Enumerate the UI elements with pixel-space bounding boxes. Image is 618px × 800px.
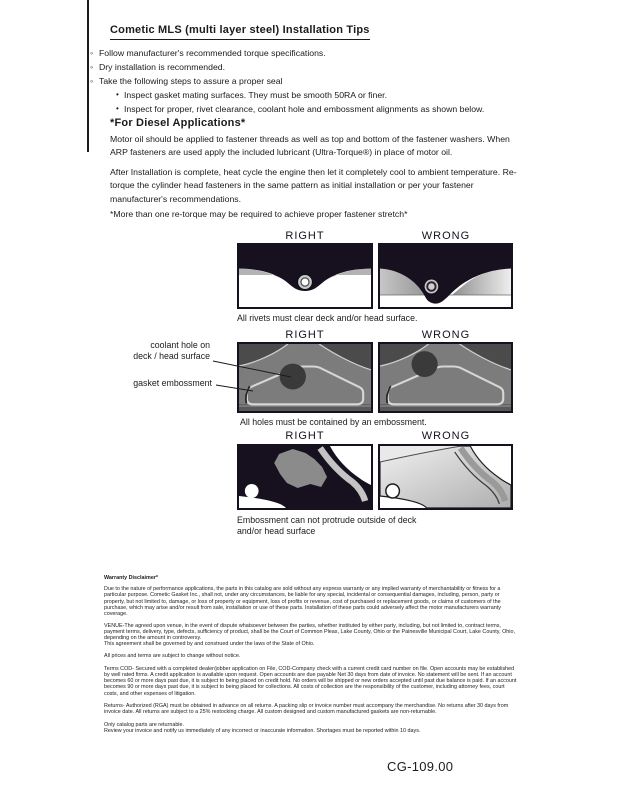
rivet-wrong-illustration <box>380 245 511 307</box>
embossment-right-diagram <box>237 342 373 413</box>
gasket-embossment-label: gasket embossment <box>133 378 212 388</box>
protrusion-right-diagram <box>237 444 373 510</box>
warranty-paragraph: Due to the nature of performance applications, the parts in this catalog are sold without any express warranty or any implied warranty of merchantability or fitness for a particular purpose. Cometic Gasket Inc., shall not, under any circumstances, be liable for any special, incidental or consequential damages, including, person, party or property, but not limited to, damage, or loss of property or equipment, loss of profits or revenue, cost of purchased or replacement goods, or claims of customers of the purchase, which may arise and/or result from sale, installation or use of these parts. Installation of these parts could adversely affect the motor manufacturers warranty coverage. <box>104 586 501 618</box>
rivet-caption: All rivets must clear deck and/or head surface. <box>237 313 418 323</box>
review-line: Review your invoice and notify us immediately of any incorrect or inaccurate information. Shortages must be reported within 10 days. <box>104 728 421 735</box>
retorque-note: *More than one re-torque may be required to achieve proper fastener stretch* <box>110 209 408 219</box>
right-label: RIGHT <box>285 230 325 242</box>
embossment-wrong-illustration <box>380 344 511 411</box>
list-item: ◦ Follow manufacturer's recommended torque specifications. <box>90 46 530 60</box>
rivet-clearance-wrong-diagram <box>378 243 513 309</box>
list-sub-item: • Inspect gasket mating surfaces. They must be smooth 50RA or finer. <box>116 88 530 102</box>
page-title: Cometic MLS (multi layer steel) Installation Tips <box>110 24 370 40</box>
wrong-label: WRONG <box>421 230 471 242</box>
protrusion-wrong-illustration <box>380 446 511 508</box>
diesel-paragraph-1: Motor oil should be applied to fastener threads as well as top and bottom of the fastener washers. When ARP fasteners are used apply the included lubricant (Ultra-Torque®) in place of motor oil. <box>110 134 510 158</box>
right-label: RIGHT <box>285 329 325 341</box>
venue-paragraph: VENUE-The agreed upon venue, in the event of dispute whatsoever between the parties, whether instituted by either party, including, but not limited to, contract terms, payment terms, delivery, type, defects, sufficiency of product, shall be the Court of Common Pleas, Lake County, Ohio or the Painesville Municipal Court, Lake County, Ohio, depending on the amount in controversy. <box>104 622 515 642</box>
prices-line: All prices and terms are subject to change without notice. <box>104 653 241 660</box>
warranty-heading: Warranty Disclaimer* <box>104 575 159 581</box>
wrong-label: WRONG <box>421 329 471 341</box>
protrusion-right-illustration <box>239 446 371 508</box>
protrusion-caption <box>237 515 487 537</box>
embossment-wrong-diagram <box>378 342 513 413</box>
list-sub-item: • Inspect for proper, rivet clearance, coolant hole and embossment alignments as shown below. <box>116 102 530 116</box>
embossment-right-illustration <box>239 344 371 411</box>
installation-tips-list <box>90 46 530 116</box>
governed-line: This agreement shall be governed by and construed under the laws of the State of Ohio. <box>104 641 315 648</box>
coolant-hole-label-line2: deck / head surface <box>133 350 210 361</box>
terms-paragraph: Terms COD- Secured with a completed dealer/jobber application on File, COD-Company check with a current credit card number on file. Open accounts may be established by well rated firms. A credit application is available upon request. Open accounts are due payable Net 30 days from date of invoice. No statement will be sent. If an account becomes 60 or more days past due, it is subject to being placed on credit hold. No orders will be shipped or new orders accepted until past due balance is paid. If an account becomes 90 or more days past due, it is subject to being placed for collections. All costs of collection are the responsibility of the customer, including attorney fees, court costs, and other expenses of litigation. <box>104 665 517 697</box>
list-item: ◦ Dry installation is recommended. <box>90 60 530 74</box>
list-item: ◦ Take the following steps to assure a proper seal <box>90 74 530 88</box>
protrusion-caption-line2: and/or head surface <box>237 526 316 536</box>
wrong-label: WRONG <box>421 430 471 442</box>
protrusion-caption-line1: Embossment can not protrude outside of deck <box>237 515 417 525</box>
right-label: RIGHT <box>285 430 325 442</box>
page-code: CG-109.00 <box>387 759 454 774</box>
holes-caption: All holes must be contained by an embossment. <box>240 417 427 427</box>
catalog-line: Only catalog parts are returnable. <box>104 722 185 729</box>
diesel-paragraph-2: After Installation is complete, heat cycle the engine then let it completely cool to ambient temperature. Re-torque the cylinder head fasteners in the same pattern as initial installation or per your fastener manufacturer's recommendations. <box>110 167 517 204</box>
coolant-hole-label <box>98 340 210 362</box>
rivet-clearance-right-diagram <box>237 243 373 309</box>
protrusion-wrong-diagram <box>378 444 513 510</box>
returns-paragraph: Returns- Authorized (RGA) must be obtained in advance on all returns. A packing slip or invoice number must accompany the merchandise. No returns after 30 days from invoice date. All returns are subject to a 25% restocking charge. All custom designed and custom manufactured gaskets are non-returnable. <box>104 703 509 716</box>
rivet-right-illustration <box>239 245 371 307</box>
diesel-applications-heading: *For Diesel Applications* <box>110 117 246 129</box>
coolant-hole-label-line1: coolant hole on <box>150 340 210 350</box>
warranty-footer <box>104 575 517 735</box>
page-edge-line <box>87 0 89 152</box>
